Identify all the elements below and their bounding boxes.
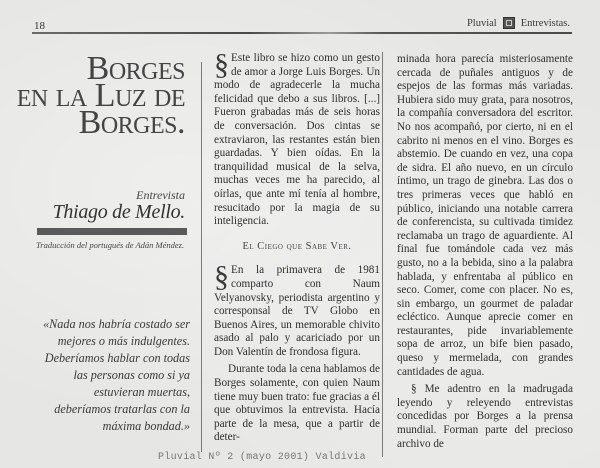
title-line-2: en la Luz de [16, 77, 185, 114]
paragraph-1-text: En la primavera de 1981 comparto con Naum Velyanovsky, periodista argentino y corresponsal de TV Globo en Buenos Aires, un memorable chivito asado al palo y acariciado por un Don Valentín de frondosa figura. [214, 264, 380, 358]
section-mark-icon: § [214, 260, 229, 294]
column-rule-right [382, 52, 383, 457]
subheading: El Ciego que Sabe Ver. [242, 240, 352, 252]
column-rule-left [201, 62, 202, 452]
magazine-logo-icon [503, 17, 515, 29]
paragraph-3-text: Me adentro en la madrugada leyendo y releyendo entrevistas concedidas por Borges a la prensa mundial. Forman parte del precioso archivo de [397, 383, 573, 450]
running-header [467, 17, 570, 29]
header-rule [32, 32, 572, 34]
page-number: 18 [34, 20, 45, 32]
byline-label: Entrevista [136, 188, 185, 202]
intro-paragraph [214, 48, 380, 229]
article-title [5, 50, 185, 141]
paragraph-2-continued: minada hora parecía misteriosamente cercada de puñales antiguos y de espejos de las formas más variadas. Hubiera sido muy grata, para nosotros, la compañía conversadora del escritor. No nos acompañó, por cierto, ni en el cabrito ni menos en el vino. Borges es abstemio. De cuando en vez, una copa de sidra. El año nuevo, en un círculo íntimo, un trago de ginebra. Las dos o tres primeras veces que habló en público, iniciando una notable carrera de conferencista, su cultivada timidez reclamaba un trago de aguardiente. Al final fue tomándole cada vez más gusto, no a la bebida, sino a la palabra hablada, y enfrentaba al público en seco. Comer, come con placer. No es, sin embargo, un gourmet de paladar ecléctico. Aunque aprecie comer en restaurantes, pide invariablemente sopa de arroz, un bife bien pasado, queso y mermelada, con grandes cantidades de agua. [397, 53, 573, 378]
byline-author: Thiago de Mello. [52, 201, 185, 223]
section-name: Entrevistas. [520, 17, 570, 29]
intro-text: Este libro se hizo como un gesto de amor a Jorge Luis Borges. Un modo de agradecerle la mucha felicidad que debo a sus libros. [...] Fueron grabadas más de seis horas de conversación. Dos cintas se extraviaron, las restantes están bien guardadas. Y bien oídas. En la tranquilidad musical de la selva, muchas veces me ha parecido, al oírlas, que ante mí tenía al hombre, resucitado por la magia de su inteligencia. [214, 52, 380, 228]
scan-footer: Pluvial Nº 2 (mayo 2001) Valdivia [158, 452, 366, 463]
pull-quote: «Nada nos habría costado ser mejores o más indulgentes. Deberíamos hablar con todas las personas como si ya estuvieran muertas, deberíamos tratarlas con la máxima bondad.» [43, 317, 190, 433]
body-column-middle [214, 48, 380, 445]
section-mark-icon: § [411, 383, 417, 396]
paragraph-1 [214, 260, 380, 359]
paragraph-2-start: Durante toda la cena hablamos de Borges solamente, con quien Naum tiene muy buen trato: fue gracias a él que obtuvimos la entrevista. Hacía parte de la mesa, que a partir de deter- [214, 363, 380, 444]
translation-credit: Traducción del portugués de Adán Méndez. [36, 240, 185, 250]
title-line-3: Borges. [78, 104, 185, 141]
byline-divider-bar [37, 228, 187, 235]
title-line-1: Borges [86, 50, 185, 87]
magazine-name: Pluvial [466, 17, 497, 29]
paragraph-3 [397, 383, 573, 451]
body-column-right [397, 53, 573, 451]
section-mark-icon: § [214, 48, 229, 81]
